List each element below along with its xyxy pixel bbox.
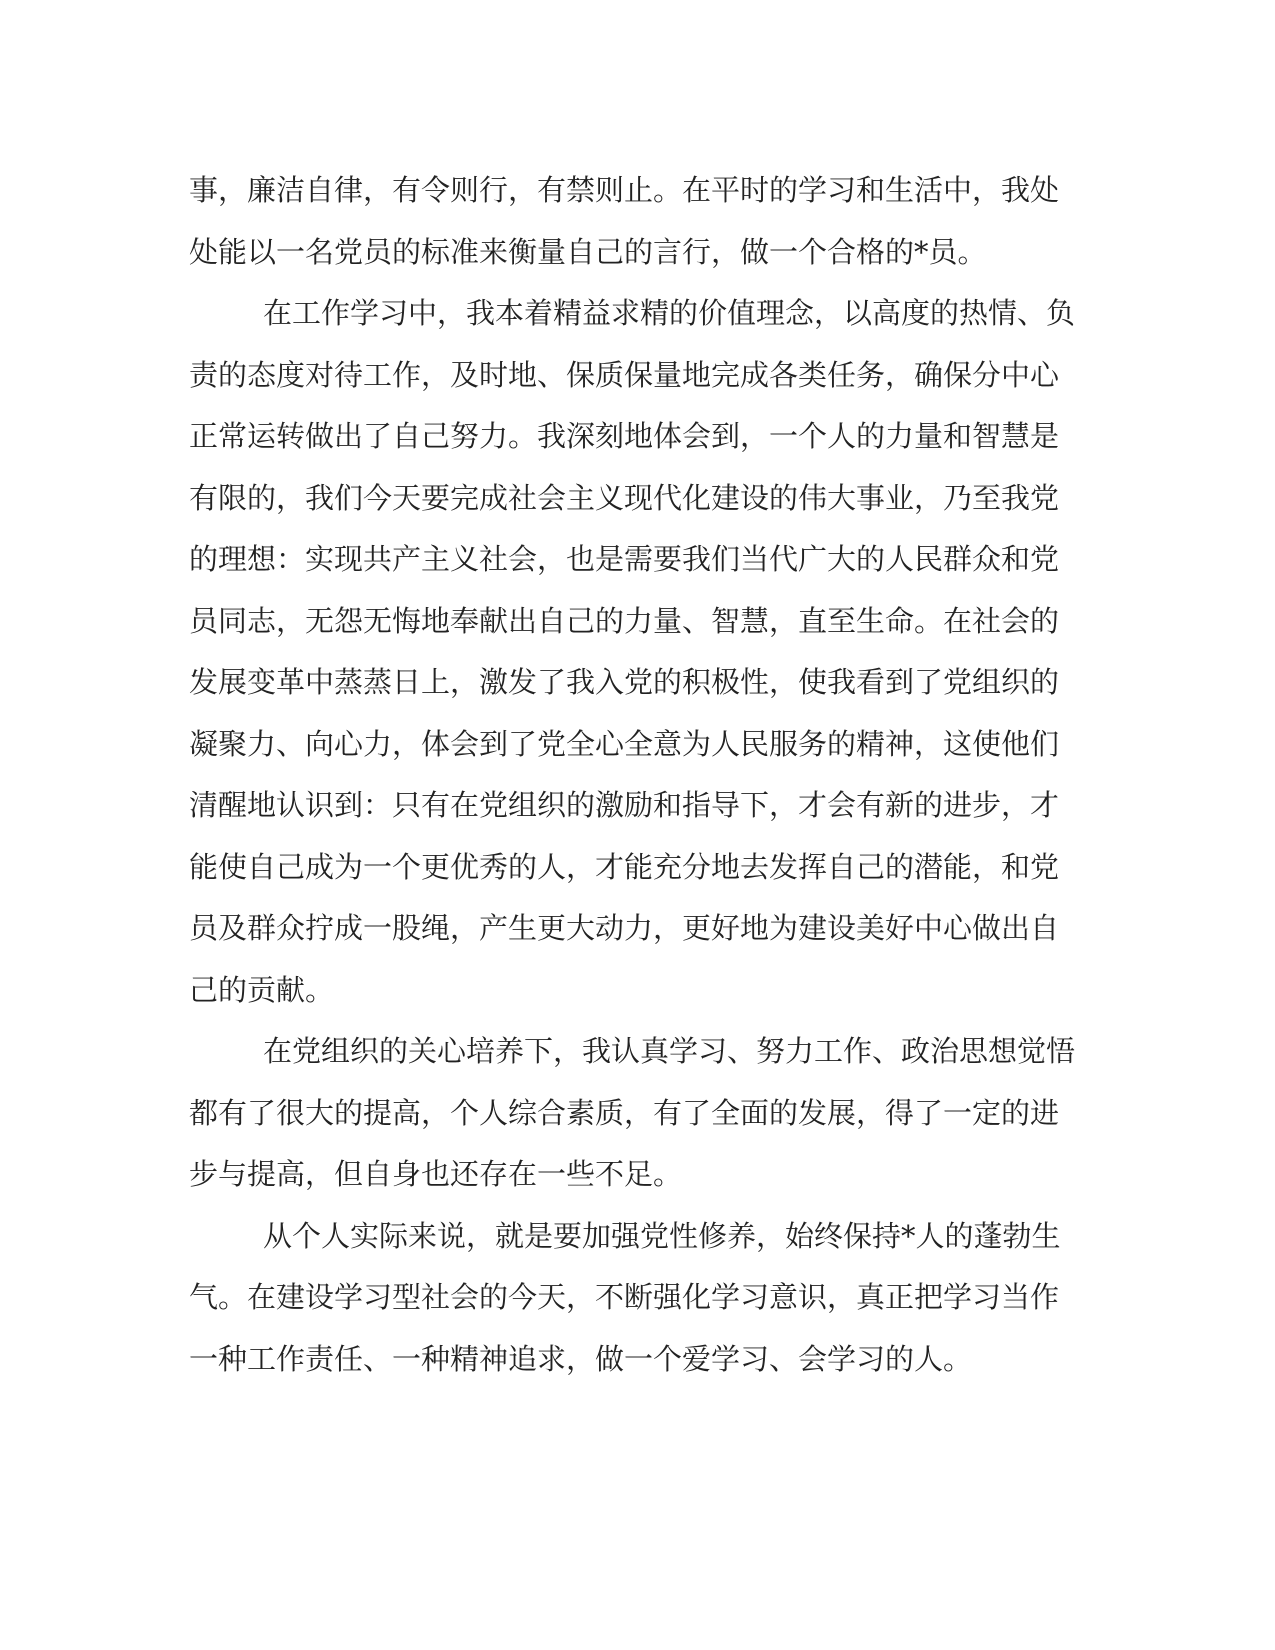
text-line: 气。在建设学习型社会的今天，不断强化学习意识，真正把学习当作	[189, 1280, 1060, 1314]
text-line: 事，廉洁自律，有令则行，有禁则止。在平时的学习和生活中，我处	[189, 173, 1060, 207]
text-line: 发展变革中蒸蒸日上，激发了我入党的积极性，使我看到了党组织的	[189, 665, 1060, 699]
text-line: 步与提高，但自身也还存在一些不足。	[189, 1157, 683, 1191]
text-line: 的理想：实现共产主义社会，也是需要我们当代广大的人民群众和党	[189, 542, 1060, 576]
text-line: 凝聚力、向心力，体会到了党全心全意为人民服务的精神，这使他们	[189, 726, 1060, 761]
text-line: 有限的，我们今天要完成社会主义现代化建设的伟大事业，乃至我党	[189, 480, 1060, 515]
paragraph-2	[189, 283, 1079, 1021]
text-line: 处能以一名党员的标准来衡量自己的言行，做一个合格的*员。	[189, 234, 987, 269]
text-line: 都有了很大的提高，个人综合素质，有了全面的发展，得了一定的进	[189, 1095, 1060, 1130]
text-line: 从个人实际来说，就是要加强党性修养，始终保持*人的蓬勃生	[263, 1218, 1061, 1253]
text-line: 责的态度对待工作，及时地、保质保量地完成各类任务，确保分中心	[189, 357, 1060, 392]
paragraph-3	[189, 1021, 1079, 1206]
text-line: 己的贡献。	[189, 972, 335, 1007]
text-line: 在党组织的关心培养下，我认真学习、努力工作、政治思想觉悟	[263, 1034, 1076, 1068]
text-line: 正常运转做出了自己努力。我深刻地体会到，一个人的力量和智慧是	[189, 419, 1060, 453]
text-line: 在工作学习中，我本着精益求精的价值理念，以高度的热情、负	[263, 296, 1076, 330]
text-line: 员同志，无怨无悔地奉献出自己的力量、智慧，直至生命。在社会的	[189, 603, 1060, 638]
text-line: 能使自己成为一个更优秀的人，才能充分地去发挥自己的潜能，和党	[189, 849, 1060, 884]
document-body	[189, 160, 1079, 1390]
paragraph-1	[189, 160, 1079, 283]
text-line: 清醒地认识到：只有在党组织的激励和指导下，才会有新的进步，才	[189, 788, 1060, 822]
paragraph-4	[189, 1206, 1079, 1391]
text-line: 一种工作责任、一种精神追求，做一个爱学习、会学习的人。	[189, 1341, 973, 1376]
text-line: 员及群众拧成一股绳，产生更大动力，更好地为建设美好中心做出自	[189, 911, 1060, 945]
